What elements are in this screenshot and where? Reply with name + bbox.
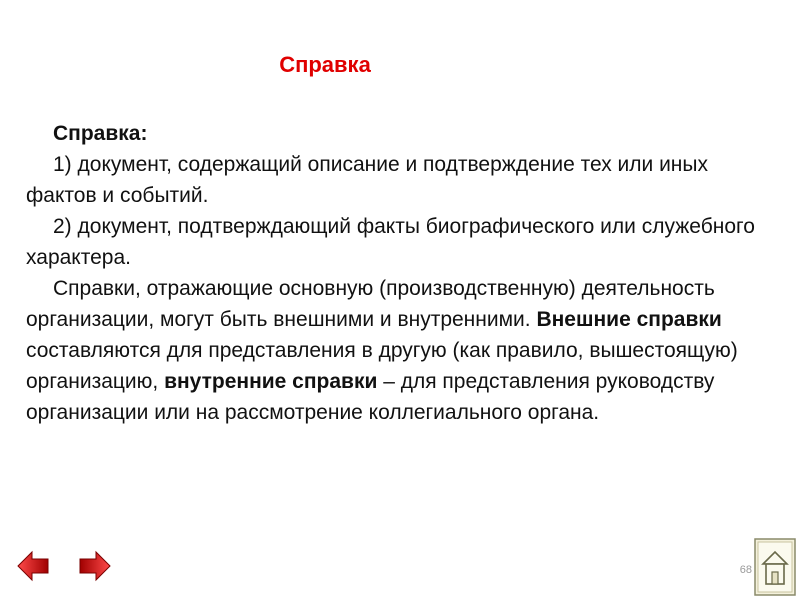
paragraph-3-part-a: Справки, отражающие основную (производственную) деятельность организации, могут быть внешними и внутренними. xyxy=(26,277,715,331)
definition-heading xyxy=(26,118,774,149)
definition-item-1: 1) документ, содержащий описание и подтверждение тех или иных фактов и событий. xyxy=(26,153,708,207)
slide-body xyxy=(26,118,774,428)
slide-number: 68 xyxy=(739,564,752,576)
arrow-right-icon xyxy=(78,550,112,582)
home-button[interactable] xyxy=(754,538,796,596)
next-slide-button[interactable] xyxy=(78,550,112,582)
definition-heading-label: Справка: xyxy=(53,122,148,145)
definition-item-2: 2) документ, подтверждающий факты биографического или служебного характера. xyxy=(26,215,755,269)
paragraph-3-part-e: – для представления руководству организации или на рассмотрение коллегиального органа. xyxy=(26,370,715,424)
prev-slide-button[interactable] xyxy=(16,550,50,582)
definition-paragraph-3 xyxy=(26,273,774,428)
internal-certificates-term: внутренние справки xyxy=(164,370,378,393)
arrow-left-icon xyxy=(16,550,50,582)
external-certificates-term: Внешние справки xyxy=(536,308,722,331)
home-icon xyxy=(754,538,796,596)
paragraph-3-part-c: составляются для представления в другую (как правило, вышестоящую) организацию, xyxy=(26,339,738,393)
slide-title: Справка xyxy=(279,52,371,77)
